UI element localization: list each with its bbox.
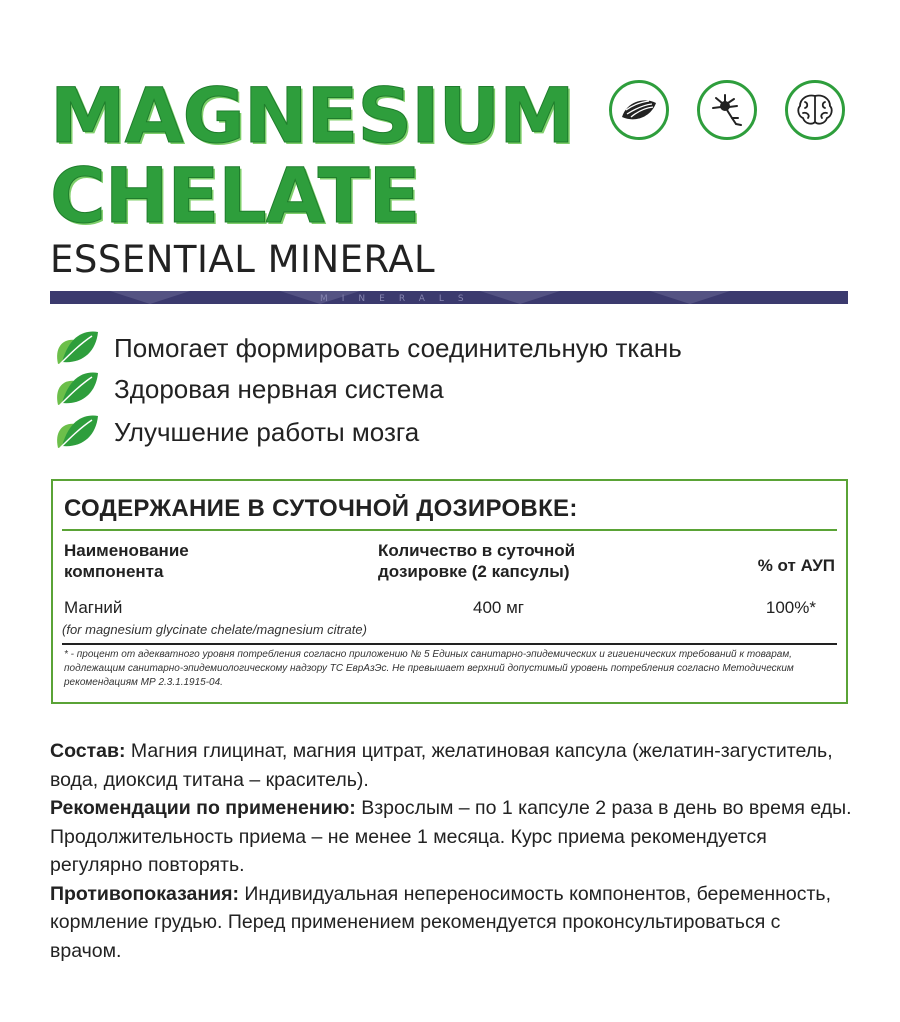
product-info xyxy=(50,737,855,965)
row-percent: 100%* xyxy=(765,598,816,617)
benefit-text: Здоровая нервная система xyxy=(114,373,444,404)
daily-dosage-table xyxy=(51,479,848,704)
benefit-item xyxy=(52,412,842,452)
divider xyxy=(62,643,837,645)
product-title-line2: CHELATE xyxy=(50,151,420,240)
minerals-band xyxy=(50,291,848,304)
benefit-item xyxy=(52,328,842,368)
usage-label: Рекомендации по применению: xyxy=(50,797,356,819)
leaf-icon xyxy=(52,412,100,452)
row-daily-amount: 400 мг xyxy=(473,598,524,617)
composition-label: Состав: xyxy=(50,740,126,762)
usage-text: Взрослым – по 1 капсуле 2 раза в день во время еды. Продолжительность приема – не менее 1 месяца. Курс приема рекомендуется регулярно повторять. xyxy=(50,797,852,876)
contraindications-paragraph xyxy=(50,880,855,966)
header-percent: % от АУП xyxy=(757,556,835,575)
brain-icon xyxy=(785,80,845,140)
contraindications-label: Противопоказания: xyxy=(50,882,239,905)
usage-paragraph xyxy=(50,794,855,880)
muscle-icon xyxy=(609,80,669,140)
product-subtitle: ESSENTIAL MINERAL xyxy=(50,238,436,281)
dosage-title: СОДЕРЖАНИЕ В СУТОЧНОЙ ДОЗИРОВКЕ: xyxy=(64,495,578,522)
dosage-footnote: * - процент от адекватного уровня потребления согласно приложению № 5 Единых санитарно-эпидемических и гигиенических требований к товарам, подлежащим санитарно-эпидемиологическому надзору ТС ЕврАзЭс. Не превышает верхний допустимый уровень потребления согласно Методическим рекомендациям МР 2.3.1.1915-04. xyxy=(64,649,794,688)
composition-text: Магния глицинат, магния цитрат, желатиновая капсула (желатин-загуститель, вода, диоксид титана – краситель). xyxy=(50,740,833,791)
contraindications-text: Индивидуальная непереносимость компонентов, беременность, кормление грудью. Перед применением рекомендуется проконсультироваться с врачом. xyxy=(50,882,831,962)
row-component-subtext: (for magnesium glycinate chelate/magnesium citrate) xyxy=(62,622,367,637)
row-component-name: Магний xyxy=(64,598,123,617)
band-text: MINERALS xyxy=(320,294,478,304)
composition-paragraph xyxy=(50,737,855,794)
benefit-item xyxy=(52,369,842,409)
divider xyxy=(62,529,837,531)
nerve-cell-icon xyxy=(697,80,757,140)
benefit-text: Улучшение работы мозга xyxy=(114,416,420,447)
leaf-icon xyxy=(52,369,100,409)
header-component-name: Наименование компонента xyxy=(64,541,189,581)
product-title-line1: MAGNESIUM xyxy=(50,71,574,160)
leaf-icon xyxy=(52,328,100,368)
benefit-text: Помогает формировать соединительную ткань xyxy=(114,332,682,363)
header-daily-amount: Количество в суточной дозировке (2 капсулы) xyxy=(378,541,576,581)
